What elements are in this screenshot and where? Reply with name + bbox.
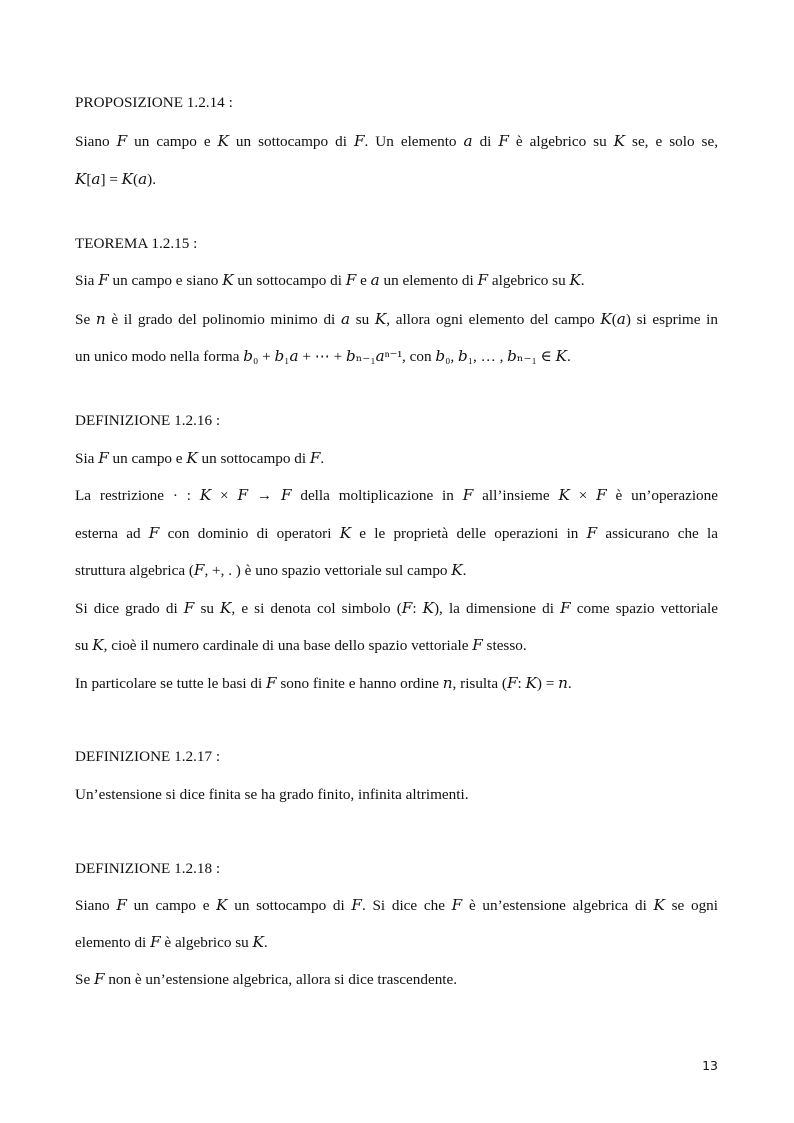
theorem-1-2-15-text-line-1: Sia 𝐹 un campo e siano 𝐾 un sottocampo di 𝐹 e 𝑎 un elemento di 𝐹 algebrico su 𝐾. [75,272,585,289]
theorem-1-2-15-text-line-2: Se 𝑛 è il grado del polinomio minimo di 𝑎 su 𝐾, allora ogni elemento del campo 𝐾(𝑎) si esprime in [75,311,718,328]
definition-1-2-16-text-line-5: Si dice grado di 𝐹 su 𝐾, e si denota col simbolo (𝐹: 𝐾), la dimensione di 𝐹 come spazio vettoriale [75,600,718,617]
proposition-1-2-14-text-line-2: 𝐾[𝑎] = 𝐾(𝑎). [75,171,156,188]
definition-1-2-18-text-line-1: Siano 𝐹 un campo e 𝐾 un sottocampo di 𝐹. Si dice che 𝐹 è un’estensione algebrica di 𝐾 se ogni [75,897,718,914]
definition-1-2-17-heading: DEFINIZIONE 1.2.17 : [75,748,221,765]
definition-1-2-16-text-line-3: esterna ad 𝐹 con dominio di operatori 𝐾 e le proprietà delle operazioni in 𝐹 assicurano che la [75,525,718,542]
theorem-1-2-15-heading: TEOREMA 1.2.15 : [75,235,198,252]
proposition-1-2-14-heading: PROPOSIZIONE 1.2.14 : [75,94,233,111]
definition-1-2-18-text-line-3: Se 𝐹 non è un’estensione algebrica, allora si dice trascendente. [75,971,458,988]
definition-1-2-18-heading: DEFINIZIONE 1.2.18 : [75,860,221,877]
definition-1-2-16-text-line-6: su 𝐾, cioè il numero cardinale di una base dello spazio vettoriale 𝐹 stesso. [75,637,527,654]
definition-1-2-16-heading: DEFINIZIONE 1.2.16 : [75,412,221,429]
page-number: 13 [702,1058,718,1073]
definition-1-2-16-text-line-7: In particolare se tutte le basi di 𝐹 sono finite e hanno ordine 𝑛, risulta (𝐹: 𝐾) = 𝑛. [75,675,572,692]
proposition-1-2-14-text-line-1: Siano 𝐹 un campo e 𝐾 un sottocampo di 𝐹. Un elemento 𝑎 di 𝐹 è algebrico su 𝐾 se, e solo se, [75,133,718,150]
definition-1-2-18-text-line-2: elemento di 𝐹 è algebrico su 𝐾. [75,934,268,951]
definition-1-2-16-text-line-4: struttura algebrica (𝐹, +, . ) è uno spazio vettoriale sul campo 𝐾. [75,562,467,579]
definition-1-2-16-text-line-1: Sia 𝐹 un campo e 𝐾 un sottocampo di 𝐹. [75,450,325,467]
definition-1-2-17-text-line-1: Un’estensione si dice finita se ha grado finito, infinita altrimenti. [75,786,469,803]
definition-1-2-16-text-line-2: La restrizione · : 𝐾 × 𝐹 → 𝐹 della moltiplicazione in 𝐹 all’insieme 𝐾 × 𝐹 è un’operazione [75,487,718,504]
theorem-1-2-15-text-line-3: un unico modo nella forma 𝑏₀ + 𝑏₁𝑎 + ⋯ + 𝑏ₙ₋₁𝑎ⁿ⁻¹, con 𝑏₀, 𝑏₁, … , 𝑏ₙ₋₁ ∈ 𝐾. [75,348,571,365]
